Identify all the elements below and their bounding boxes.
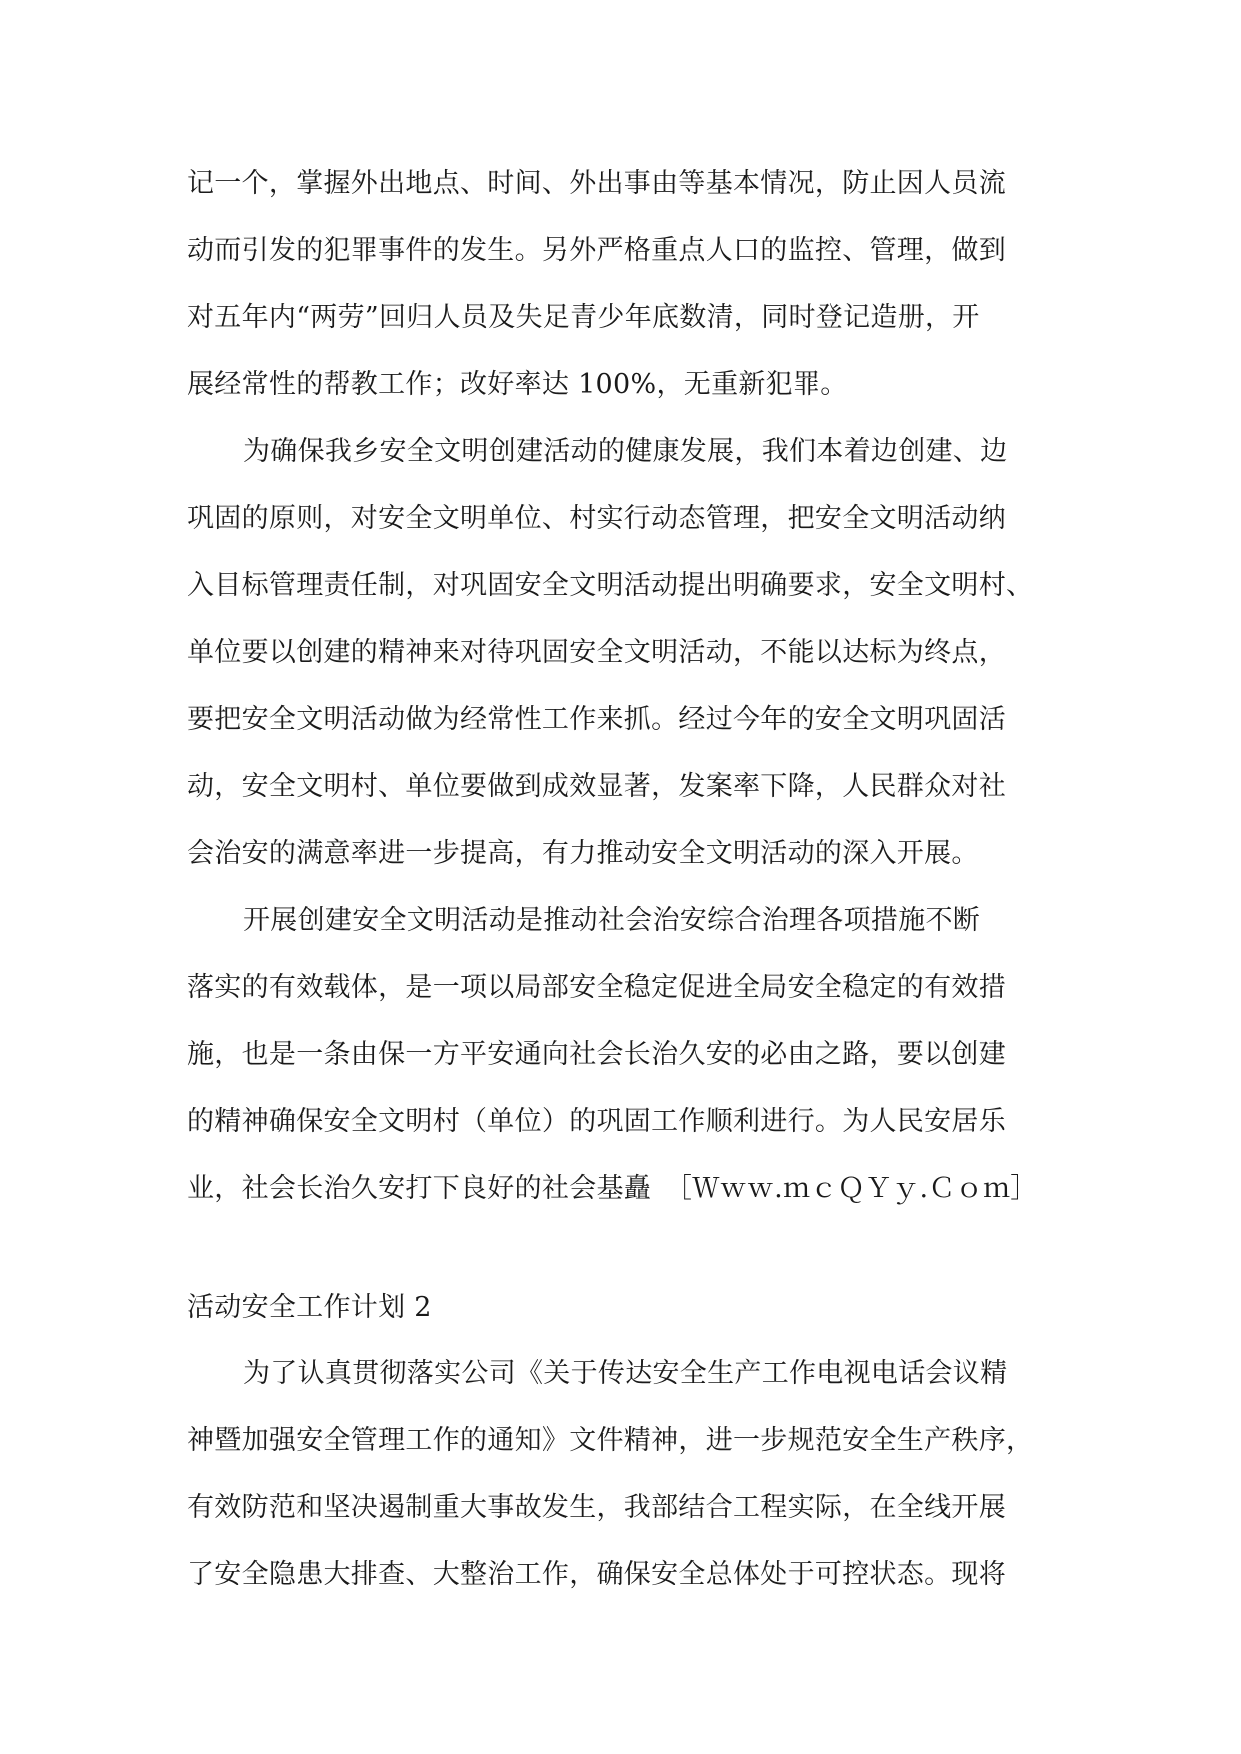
paragraph-2-line-4: 单位要以创建的精神来对待巩固安全文明活动，不能以达标为终点，	[187, 637, 1006, 668]
paragraph-4-line-2: 神暨加强安全管理工作的通知》文件精神，进一步规范安全生产秩序，	[187, 1425, 1034, 1456]
paragraph-2-line-2: 巩固的原则，对安全文明单位、村实行动态管理，把安全文明活动纳	[187, 503, 1006, 534]
paragraph-2-line-7: 会治安的满意率进一步提高，有力推动安全文明活动的深入开展。	[187, 838, 979, 869]
paragraph-3-line-4: 的精神确保安全文明村（单位）的巩固工作顺利进行。为人民安居乐	[187, 1106, 1006, 1137]
paragraph-2-line-3: 入目标管理责任制，对巩固安全文明活动提出明确要求，安全文明村、	[187, 570, 1034, 601]
paragraph-3-line-2: 落实的有效载体，是一项以局部安全稳定促进全局安全稳定的有效措	[187, 972, 1006, 1003]
paragraph-2-line-5: 要把安全文明活动做为经常性工作来抓。经过今年的安全文明巩固活	[187, 704, 1006, 735]
paragraph-4-line-1: 为了认真贯彻落实公司《关于传达安全生产工作电视电话会议精	[243, 1358, 1008, 1389]
paragraph-4-line-3: 有效防范和坚决遏制重大事故发生，我部结合工程实际，在全线开展	[187, 1492, 1006, 1523]
paragraph-3-line-5: 业，社会长治久安打下良好的社会基矗 ［Ｗｗｗ.ｍｃＱＹｙ.Ｃｏｍ］	[187, 1173, 1038, 1204]
paragraph-1-line-4: 展经常性的帮教工作；改好率达 100%，无重新犯罪。	[187, 369, 848, 400]
paragraph-1-line-1: 记一个，掌握外出地点、时间、外出事由等基本情况，防止因人员流	[187, 168, 1006, 199]
paragraph-3-line-1: 开展创建安全文明活动是推动社会治安综合治理各项措施不断	[243, 905, 981, 936]
paragraph-1-line-2: 动而引发的犯罪事件的发生。另外严格重点人口的监控、管理，做到	[187, 235, 1006, 266]
paragraph-2-line-1: 为确保我乡安全文明创建活动的健康发展，我们本着边创建、边	[243, 436, 1008, 467]
paragraph-1-line-3: 对五年内“两劳”回归人员及失足青少年底数清，同时登记造册，开	[187, 302, 980, 333]
paragraph-3-line-3: 施，也是一条由保一方平安通向社会长治久安的必由之路，要以创建	[187, 1039, 1006, 1070]
section-title: 活动安全工作计划 2	[187, 1292, 432, 1323]
paragraph-4-line-4: 了安全隐患大排查、大整治工作，确保安全总体处于可控状态。现将	[187, 1559, 1006, 1590]
paragraph-2-line-6: 动，安全文明村、单位要做到成效显著，发案率下降，人民群众对社	[187, 771, 1006, 802]
